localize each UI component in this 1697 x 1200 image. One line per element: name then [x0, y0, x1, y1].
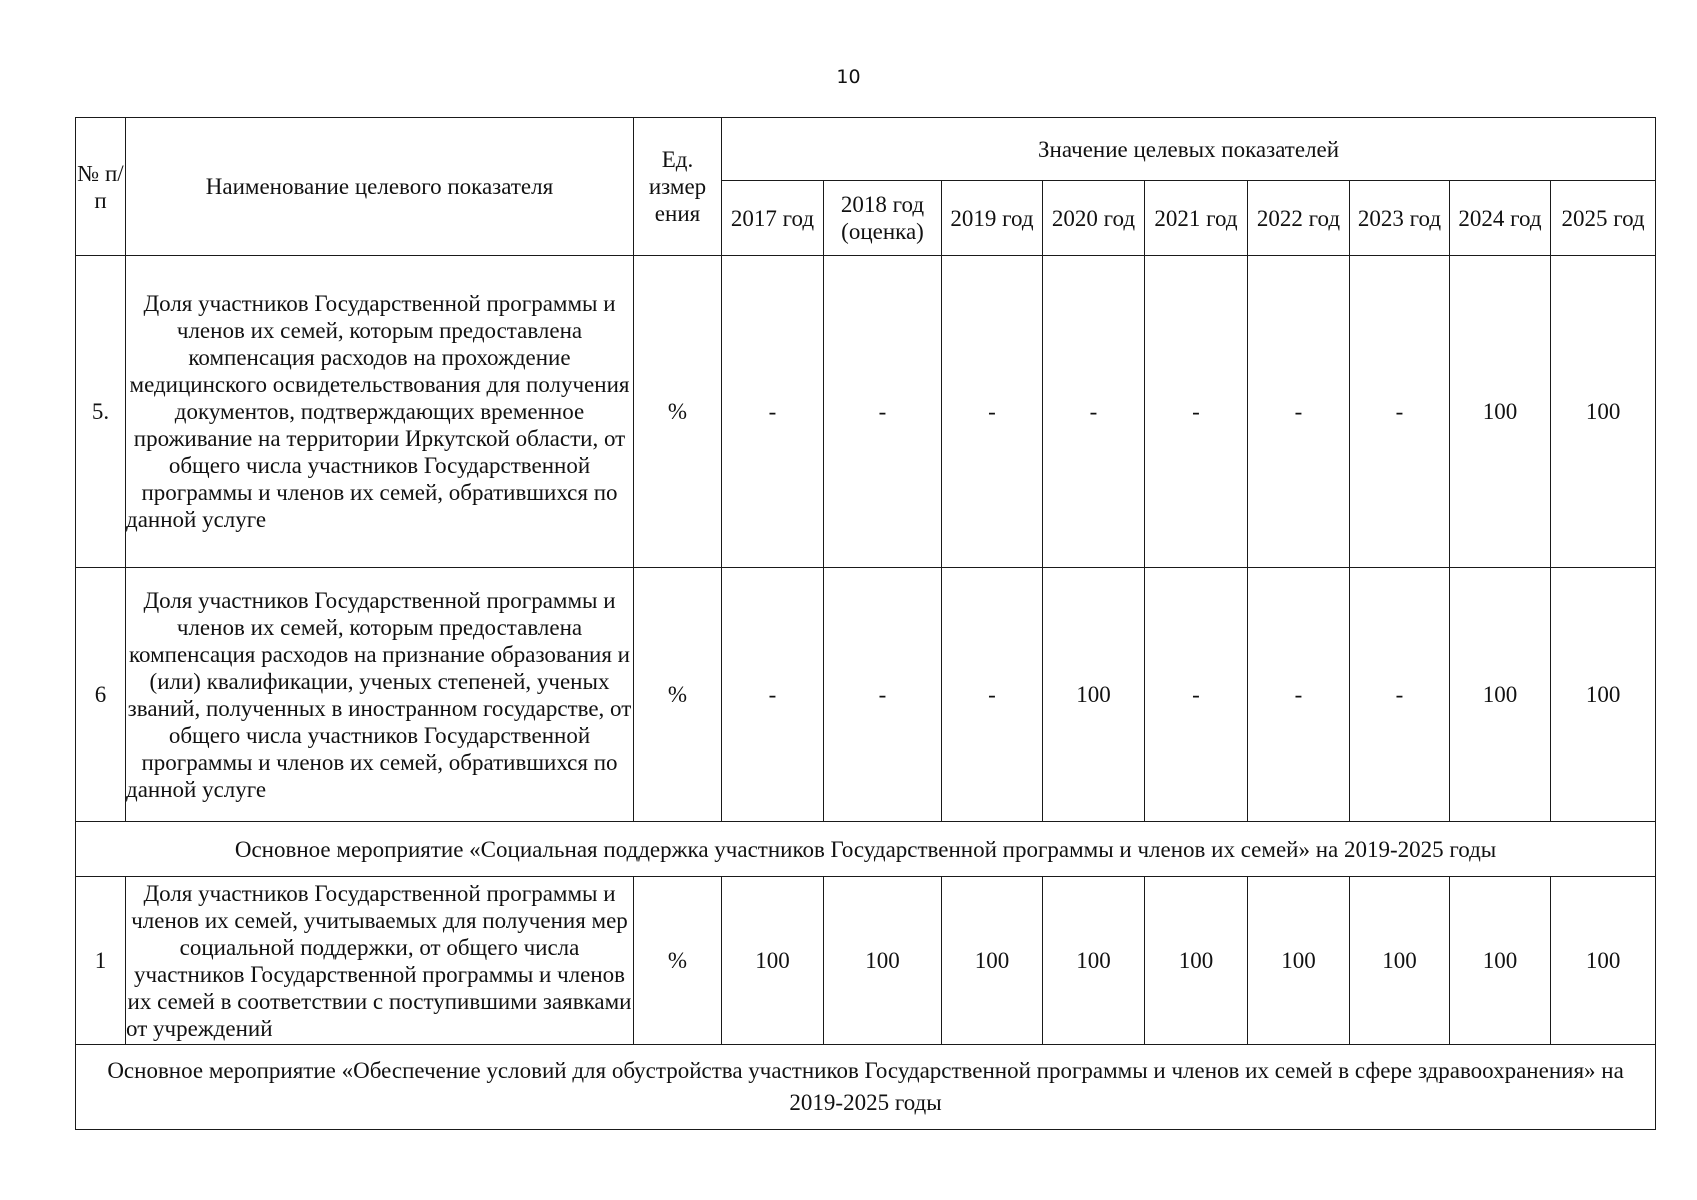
- value-cell: -: [1145, 568, 1248, 822]
- value-cell: 100: [722, 877, 824, 1045]
- header-year: 2020 год: [1043, 181, 1145, 256]
- table-row: [76, 568, 1656, 822]
- table-row: [76, 256, 1656, 568]
- value-cell: -: [824, 256, 942, 568]
- value-cell: 100: [1043, 568, 1145, 822]
- header-num: № п/п: [76, 118, 126, 256]
- value-cell: -: [824, 568, 942, 822]
- section-title: Основное мероприятие «Обеспечение условий для обустройства участников Государственной программы и членов их семей в сфере здравоохранения» на 2019-2025 годы: [76, 1045, 1656, 1130]
- value-cell: -: [942, 568, 1043, 822]
- header-year: 2024 год: [1450, 181, 1551, 256]
- header-year: 2022 год: [1248, 181, 1350, 256]
- value-cell: 100: [1551, 877, 1656, 1045]
- row-number: 1: [76, 877, 126, 1045]
- value-cell: -: [1145, 256, 1248, 568]
- value-cell: -: [1350, 256, 1450, 568]
- section-title: Основное мероприятие «Социальная поддержка участников Государственной программы и членов их семей» на 2019-2025 годы: [76, 822, 1656, 877]
- value-cell: 100: [1043, 877, 1145, 1045]
- row-number: 6: [76, 568, 126, 822]
- value-cell: 100: [1450, 568, 1551, 822]
- header-values-group: Значение целевых показателей: [722, 118, 1656, 181]
- header-year: 2021 год: [1145, 181, 1248, 256]
- value-cell: -: [1350, 568, 1450, 822]
- indicator-name: Доля участников Государственной программы и членов их семей, которым предоставлена компенсация расходов на прохождение медицинского освидетельствования для получения документов, подтверждающих временное проживание на территории Иркутской области, от общего числа участников Государственной программы и членов их семей, обратившихся по данной услуге: [126, 256, 634, 568]
- value-cell: -: [942, 256, 1043, 568]
- value-cell: 100: [942, 877, 1043, 1045]
- value-cell: 100: [1145, 877, 1248, 1045]
- value-cell: 100: [1248, 877, 1350, 1045]
- value-cell: -: [1043, 256, 1145, 568]
- section-row: [76, 822, 1656, 877]
- header-indicator-name: Наименование целевого показателя: [126, 118, 634, 256]
- indicator-name: Доля участников Государственной программы и членов их семей, которым предоставлена компенсация расходов на признание образования и (или) квалификации, ученых степеней, ученых званий, полученных в иностранном государстве, от общего числа участников Государственной программы и членов их семей, обратившихся по данной услуге: [126, 568, 634, 822]
- header-year: 2019 год: [942, 181, 1043, 256]
- target-indicators-table: [75, 117, 1656, 1130]
- header-unit: Ед. измер ения: [634, 118, 722, 256]
- indicator-name: Доля участников Государственной программы и членов их семей, учитываемых для получения мер социальной поддержки, от общего числа участников Государственной программы и членов их семей в соответствии с поступившими заявками от учреждений: [126, 877, 634, 1045]
- value-cell: 100: [1551, 568, 1656, 822]
- value-cell: -: [722, 568, 824, 822]
- value-cell: 100: [1450, 256, 1551, 568]
- value-cell: 100: [1551, 256, 1656, 568]
- unit-cell: %: [634, 877, 722, 1045]
- header-row-top: [76, 118, 1656, 181]
- row-number: 5.: [76, 256, 126, 568]
- page-number: 10: [836, 66, 861, 88]
- table-row: [76, 877, 1656, 1045]
- section-row: [76, 1045, 1656, 1130]
- unit-cell: %: [634, 256, 722, 568]
- unit-cell: %: [634, 568, 722, 822]
- header-year: 2025 год: [1551, 181, 1656, 256]
- header-year: 2017 год: [722, 181, 824, 256]
- header-year: 2018 год (оценка): [824, 181, 942, 256]
- header-year: 2023 год: [1350, 181, 1450, 256]
- value-cell: 100: [1350, 877, 1450, 1045]
- value-cell: -: [722, 256, 824, 568]
- value-cell: 100: [824, 877, 942, 1045]
- value-cell: -: [1248, 256, 1350, 568]
- value-cell: 100: [1450, 877, 1551, 1045]
- value-cell: -: [1248, 568, 1350, 822]
